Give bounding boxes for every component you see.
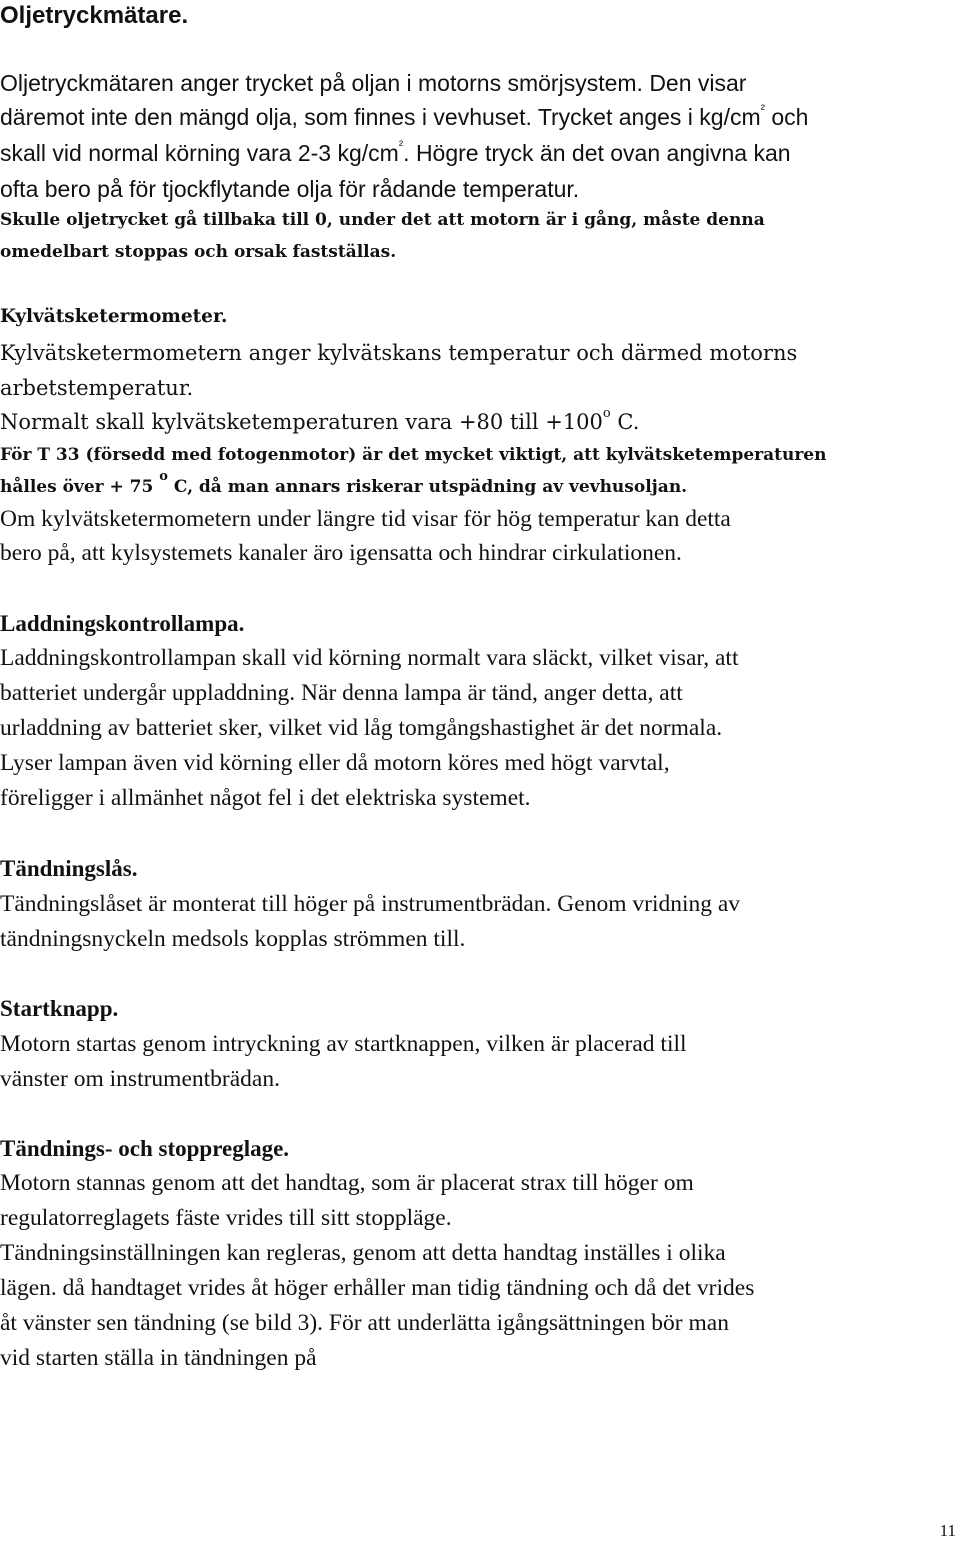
paragraph-line: åt vänster sen tändning (se bild 3). För att underlätta igångsättningen bör man bbox=[0, 1310, 729, 1336]
paragraph-line: Lyser lampan även vid körning eller då motorn köres med högt varvtal, bbox=[0, 750, 670, 776]
paragraph-line: däremot inte den mängd olja, som finnes i vevhuset. Trycket anges i $kg/cm^{^2}$ och bbox=[0, 101, 809, 130]
page-number: 11 bbox=[939, 1521, 956, 1540]
paragraph-line: föreligger i allmänhet något fel i det elektriska systemet. bbox=[0, 785, 531, 811]
paragraph-line: Kylvätsketermometern anger kylvätskans temperatur och därmed motorns bbox=[0, 341, 798, 365]
paragraph-line: Motorn stannas genom att det handtag, som är placerat strax till höger om bbox=[0, 1170, 694, 1196]
paragraph-line: vänster om instrumentbrädan. bbox=[0, 1066, 280, 1092]
paragraph-line-bold: Skulle oljetrycket gå tillbaka till 0, under det att motorn är i gång, måste denna bbox=[0, 210, 765, 230]
paragraph-line: urladdning av batteriet sker, vilket vid låg tomgångshastighet är det normala. bbox=[0, 715, 723, 741]
paragraph-line: bero på, att kylsystemets kanaler äro igensatta och hindrar cirkulationen. bbox=[0, 540, 682, 566]
paragraph-line-bold: För T 33 (försedd med fotogenmotor) är det mycket viktigt, att kylvätsketemperaturen bbox=[0, 445, 827, 465]
paragraph-line-bold: hålles över + 75 $^o$ C, då man annars riskerar utspädning av vevhusoljan. bbox=[0, 469, 688, 497]
paragraph-line: regulatorreglagets fäste vrides till sitt stoppläge. bbox=[0, 1205, 452, 1231]
section-heading-start-button: Startknapp. bbox=[0, 996, 119, 1021]
superscript: o bbox=[602, 406, 611, 421]
paragraph-line: Motorn startas genom intryckning av startknappen, vilken är placerad till bbox=[0, 1031, 687, 1057]
paragraph-line: Laddningskontrollampan skall vid körning normalt vara släckt, vilket visar, att bbox=[0, 645, 739, 671]
paragraph-line: tändningsnyckeln medsols kopplas strömmen till. bbox=[0, 926, 466, 952]
paragraph-line: skall vid normal körning vara 2-3 $kg/cm^{^2}$. Högre tryck än det ovan angivna kan bbox=[0, 137, 791, 166]
paragraph-line: arbetstemperatur. bbox=[0, 376, 194, 400]
paragraph-line: Tändningsinställningen kan regleras, genom att detta handtag inställes i olika bbox=[0, 1240, 726, 1266]
paragraph-line: Om kylvätsketermometern under längre tid visar för hög temperatur kan detta bbox=[0, 506, 731, 532]
paragraph-line: vid starten ställa in tändningen på bbox=[0, 1345, 317, 1371]
superscript: o bbox=[159, 469, 168, 484]
section-heading-ignition-lock: Tändningslås. bbox=[0, 856, 138, 881]
paragraph-line: Oljetryckmätaren anger trycket på oljan i motorns smörjsystem. Den visar bbox=[0, 70, 747, 96]
section-heading-charging-lamp: Laddningskontrollampa. bbox=[0, 611, 245, 636]
superscript: ² bbox=[760, 101, 765, 116]
paragraph-line-bold: omedelbart stoppas och orsak fastställas. bbox=[0, 242, 397, 262]
section-heading-coolant-thermometer: Kylvätsketermometer. bbox=[0, 306, 228, 327]
paragraph-line: ofta bero på för tjockflytande olja för rådande temperatur. bbox=[0, 176, 580, 202]
paragraph-line: lägen. då handtaget vrides åt höger erhåller man tidig tändning och då det vrides bbox=[0, 1275, 755, 1301]
section-heading-oil-pressure: Oljetryckmätare. bbox=[0, 2, 189, 29]
superscript: ² bbox=[398, 137, 404, 152]
paragraph-line: batteriet undergår uppladdning. När denna lampa är tänd, anger detta, att bbox=[0, 680, 683, 706]
section-heading-ignition-stop-control: Tändnings- och stoppreglage. bbox=[0, 1136, 290, 1161]
paragraph-line: Normalt skall kylvätsketemperaturen vara +80 till $+100^o$ C. bbox=[0, 406, 640, 434]
paragraph-line: Tändningslåset är monterat till höger på instrumentbrädan. Genom vridning av bbox=[0, 891, 741, 917]
